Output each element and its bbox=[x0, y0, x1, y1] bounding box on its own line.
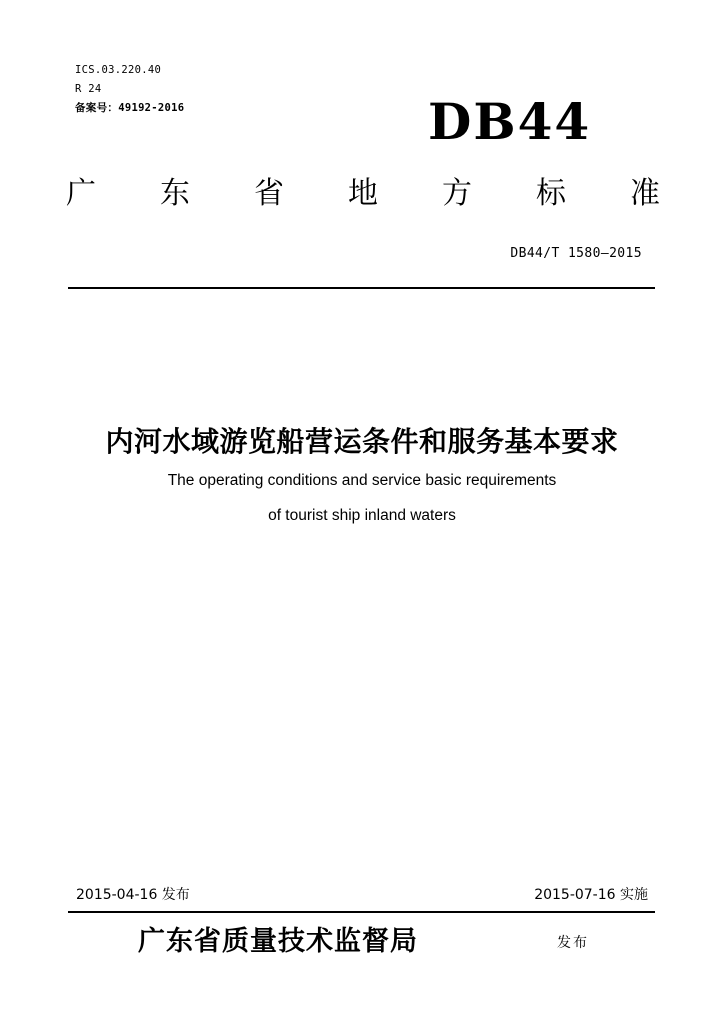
standard-type-char: 方 bbox=[442, 176, 472, 211]
title-chinese: 内河水域游览船营运条件和服务基本要求 bbox=[105, 425, 619, 458]
issue-date: 2015-04-16 发布 bbox=[76, 887, 190, 903]
issuing-authority: 广东省质量技术监督局 bbox=[138, 926, 418, 957]
bottom-divider bbox=[68, 911, 655, 913]
standard-number: DB44/T 1580—2015 bbox=[510, 246, 642, 261]
standard-type-char: 东 bbox=[160, 176, 190, 211]
title-english-line-2: of tourist ship inland waters bbox=[268, 507, 456, 524]
record-number: 备案号：49192-2016 bbox=[75, 102, 185, 114]
standard-type-char: 地 bbox=[348, 176, 378, 211]
standard-type-char: 广 bbox=[66, 176, 96, 211]
ics-code: ICS.03.220.40 bbox=[75, 64, 162, 76]
issuer-suffix: 发布 bbox=[557, 935, 589, 951]
ccs-code: R 24 bbox=[75, 83, 102, 95]
standard-type-char: 准 bbox=[630, 176, 660, 211]
title-english-line-1: The operating conditions and service basic requirements bbox=[167, 472, 557, 489]
implementation-date: 2015-07-16 实施 bbox=[534, 887, 648, 903]
standard-type-heading bbox=[66, 172, 660, 216]
standard-type-char: 标 bbox=[536, 176, 566, 211]
standard-type-char: 省 bbox=[254, 176, 284, 211]
db-logo: DB44 bbox=[428, 92, 592, 151]
top-divider bbox=[68, 287, 655, 289]
